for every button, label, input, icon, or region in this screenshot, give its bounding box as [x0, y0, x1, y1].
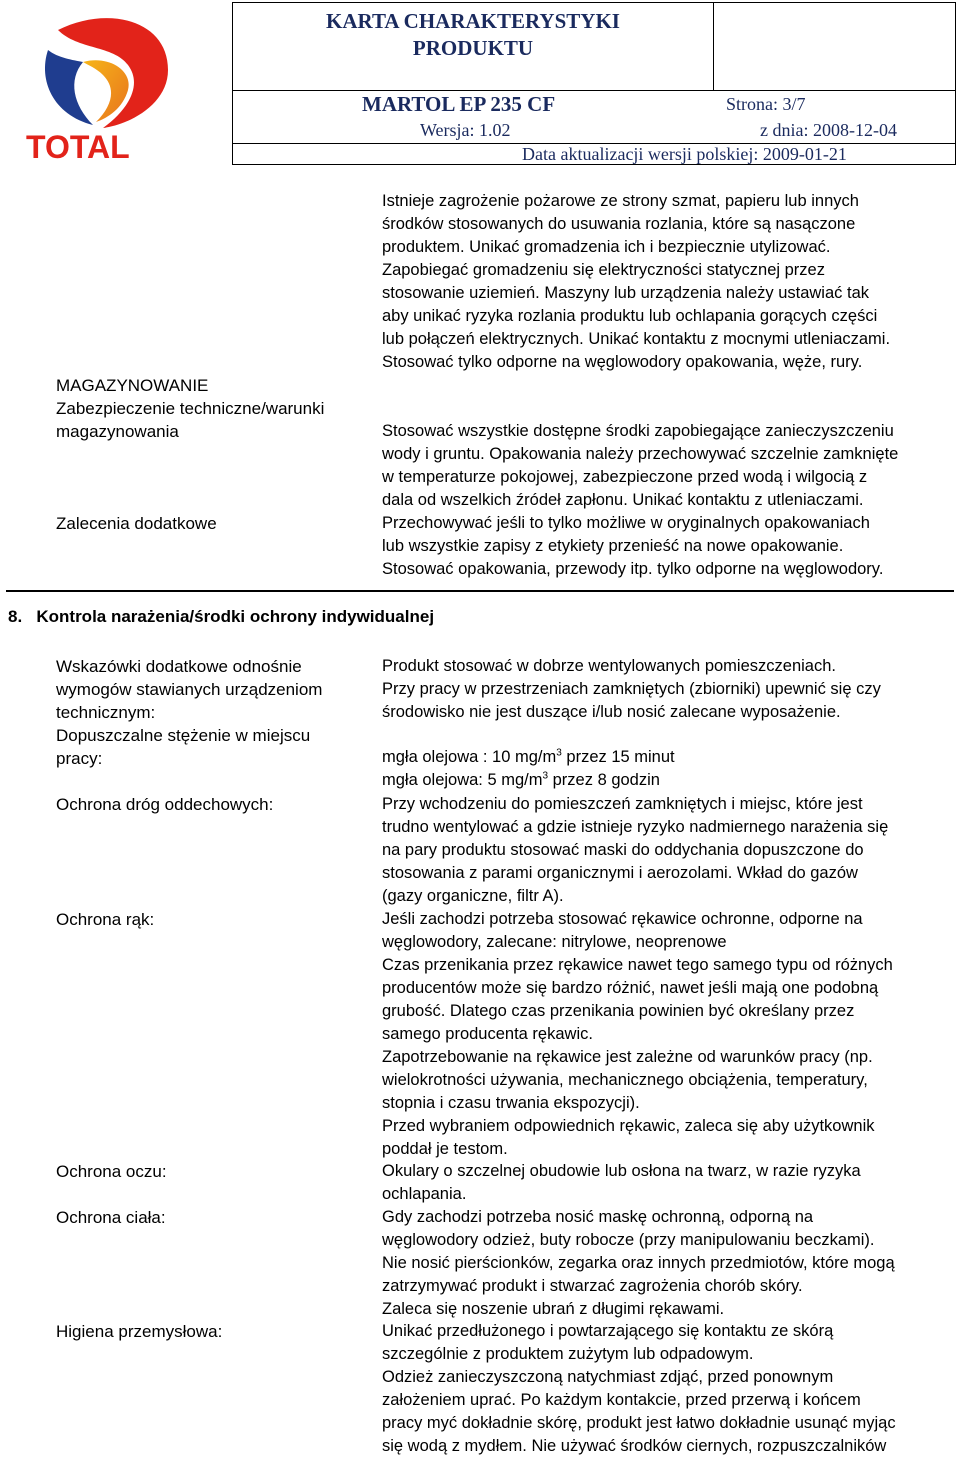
- label-respiratory: Ochrona dróg oddechowych:: [56, 795, 274, 814]
- label-eyes: Ochrona oczu:: [56, 1162, 167, 1181]
- storage-top-text: Istnieje zagrożenie pożarowe ze strony szmat, papieru lub innych środków stosowanych do usuwania rozlania, które są nasączone produktem. Unikać gromadzenia ich i bezpiecznie utylizować. Zapobiegać gromadzeniu się elektryczności statycznej przez stosowanie uziemień. Maszyny lub urządzenia należy ustawiać tak aby unikać ryzyka rozlania produktu lub ochlapania gorących części lub połączeń elektrycznych. Unikać kontaktu z mocnymi utleniaczami. Stosować tylko odporne na węglowodory opakowania, węże, rury.: [382, 192, 891, 371]
- text-exposure-limit: [382, 746, 957, 792]
- text-hands: Jeśli zachodzi potrzeba stosować rękawice ochronne, odporne na węglowodory, zalecane: nitrylowe, neoprenowe Czas przenikania przez rękawice nawet tego samego typu od różnych producentów może się bardzo różnić, nawet jeśli mają one podobną grubość. Dlatego czas przenikania powinien być określany przez samego producenta rękawic. Zapotrzebowanie na rękawice jest zależne od warunków pracy (np. wielokrotności używania, mechanicznego obciążenia, temperatury, stopnia i czasu trwania ekspozycji). Przed wybraniem odpowiednich rękawic, zaleca się aby użytkownik poddał je testom.: [382, 910, 893, 1158]
- label-hands: Ochrona rąk:: [56, 910, 155, 929]
- version: Wersja: 1.02: [420, 120, 511, 140]
- section-number: 8.: [8, 607, 23, 626]
- title-line-1: KARTA CHARAKTERYSTYKI: [326, 9, 620, 33]
- text-respiratory: Przy wchodzeniu do pomieszczeń zamkniętych i miejsc, które jest trudno wentylować a gdzie istnieje ryzyko nadmiernego narażenia się na pary produktu stosować maski do oddychania dopuszczone do stosowania z parami organicznymi i aerozolami. Wkład do gazów (gazy organiczne, filtr A).: [382, 795, 889, 905]
- storage-sub-text: Stosować wszystkie dostępne środki zapobiegające zanieczyszczeniu wody i gruntu. Opakowania należy przechowywać szczelnie zamknięte w temperaturze pokojowej, zabezpieczone przed wodą i wilgocią z dala od wszelkich źródeł zapłonu. Unikać kontaktu z utleniaczami.: [382, 422, 899, 509]
- label-technical: Wskazówki dodatkowe odnośnie wymogów stawianych urządzeniom technicznym:: [56, 657, 323, 722]
- total-logo: [18, 10, 198, 170]
- storage-heading: MAGAZYNOWANIE: [56, 376, 209, 395]
- storage-extra-label: Zalecenia dodatkowe: [56, 514, 217, 533]
- title-line-2: PRODUKTU: [412, 36, 534, 60]
- storage-extra-text: Przechowywać jeśli to tylko możliwe w oryginalnych opakowaniach lub wszystkie zapisy z etykiety przenieść na nowe opakowanie. Stosować opakowania, przewody itp. tylko odporne na węglowodory.: [382, 514, 884, 578]
- document-title: [232, 8, 714, 62]
- section-title-text: Kontrola narażenia/środki ochrony indywidualnej: [36, 607, 435, 626]
- header-rule: [232, 90, 956, 91]
- limit-line-2: mgła olejowa: 5 $mg/m^3$ przez 8 godzin: [382, 770, 660, 789]
- storage-sub-label: Zabezpieczenie techniczne/warunki magazynowania: [56, 399, 325, 441]
- logo-text: TOTAL: [26, 129, 130, 165]
- page-number: Strona: 3/7: [726, 94, 806, 114]
- label-body: Ochrona ciała:: [56, 1208, 166, 1227]
- product-name: MARTOL EP 235 CF: [362, 92, 556, 116]
- limit-line-1: mgła olejowa : 10 $mg/m^3$ przez 15 minut: [382, 747, 675, 766]
- label-exposure-limit: Dopuszczalne stężenie w miejscu pracy:: [56, 726, 311, 768]
- text-hygiene: Unikać przedłużonego i powtarzającego się kontaktu ze skórą szczególnie z produktem zużytym lub odpadowym. Odzież zanieczyszczoną natychmiast zdjąć, przed ponownym założeniem uprać. Po każdym kontakcie, przed przerwą i końcem pracy myć dokładnie skórę, produkt jest łatwo dokładnie usunąć myjąc się wodą z mydłem. Nie używać środków ciernych, rozpuszczalników: [382, 1322, 896, 1455]
- update-date: Data aktualizacji wersji polskiej: 2009-01-21: [522, 144, 847, 164]
- text-eyes: Okulary o szczelnej obudowie lub osłona na twarz, w razie ryzyka ochlapania.: [382, 1162, 861, 1203]
- text-technical: Produkt stosować w dobrze wentylowanych pomieszczeniach. Przy pracy w przestrzeniach zamkniętych (zbiorniki) upewnić się czy środowisko nie jest duszące i/lub nosić zalecane wyposażenie.: [382, 657, 881, 721]
- version-date: z dnia: 2008-12-04: [760, 120, 897, 140]
- text-body: Gdy zachodzi potrzeba nosić maskę ochronną, odporną na węglowodory odzież, buty robocze (przy manipulowaniu beczkami). Nie nosić pierścionków, zegarka oraz innych przedmiotów, które mogą zatrzymywać produkt i stwarzać zagrożenia chorób skóry. Zaleca się noszenie ubrań z długimi rękawami.: [382, 1208, 895, 1318]
- label-hygiene: Higiena przemysłowa:: [56, 1322, 223, 1341]
- section-8-title: [8, 607, 434, 627]
